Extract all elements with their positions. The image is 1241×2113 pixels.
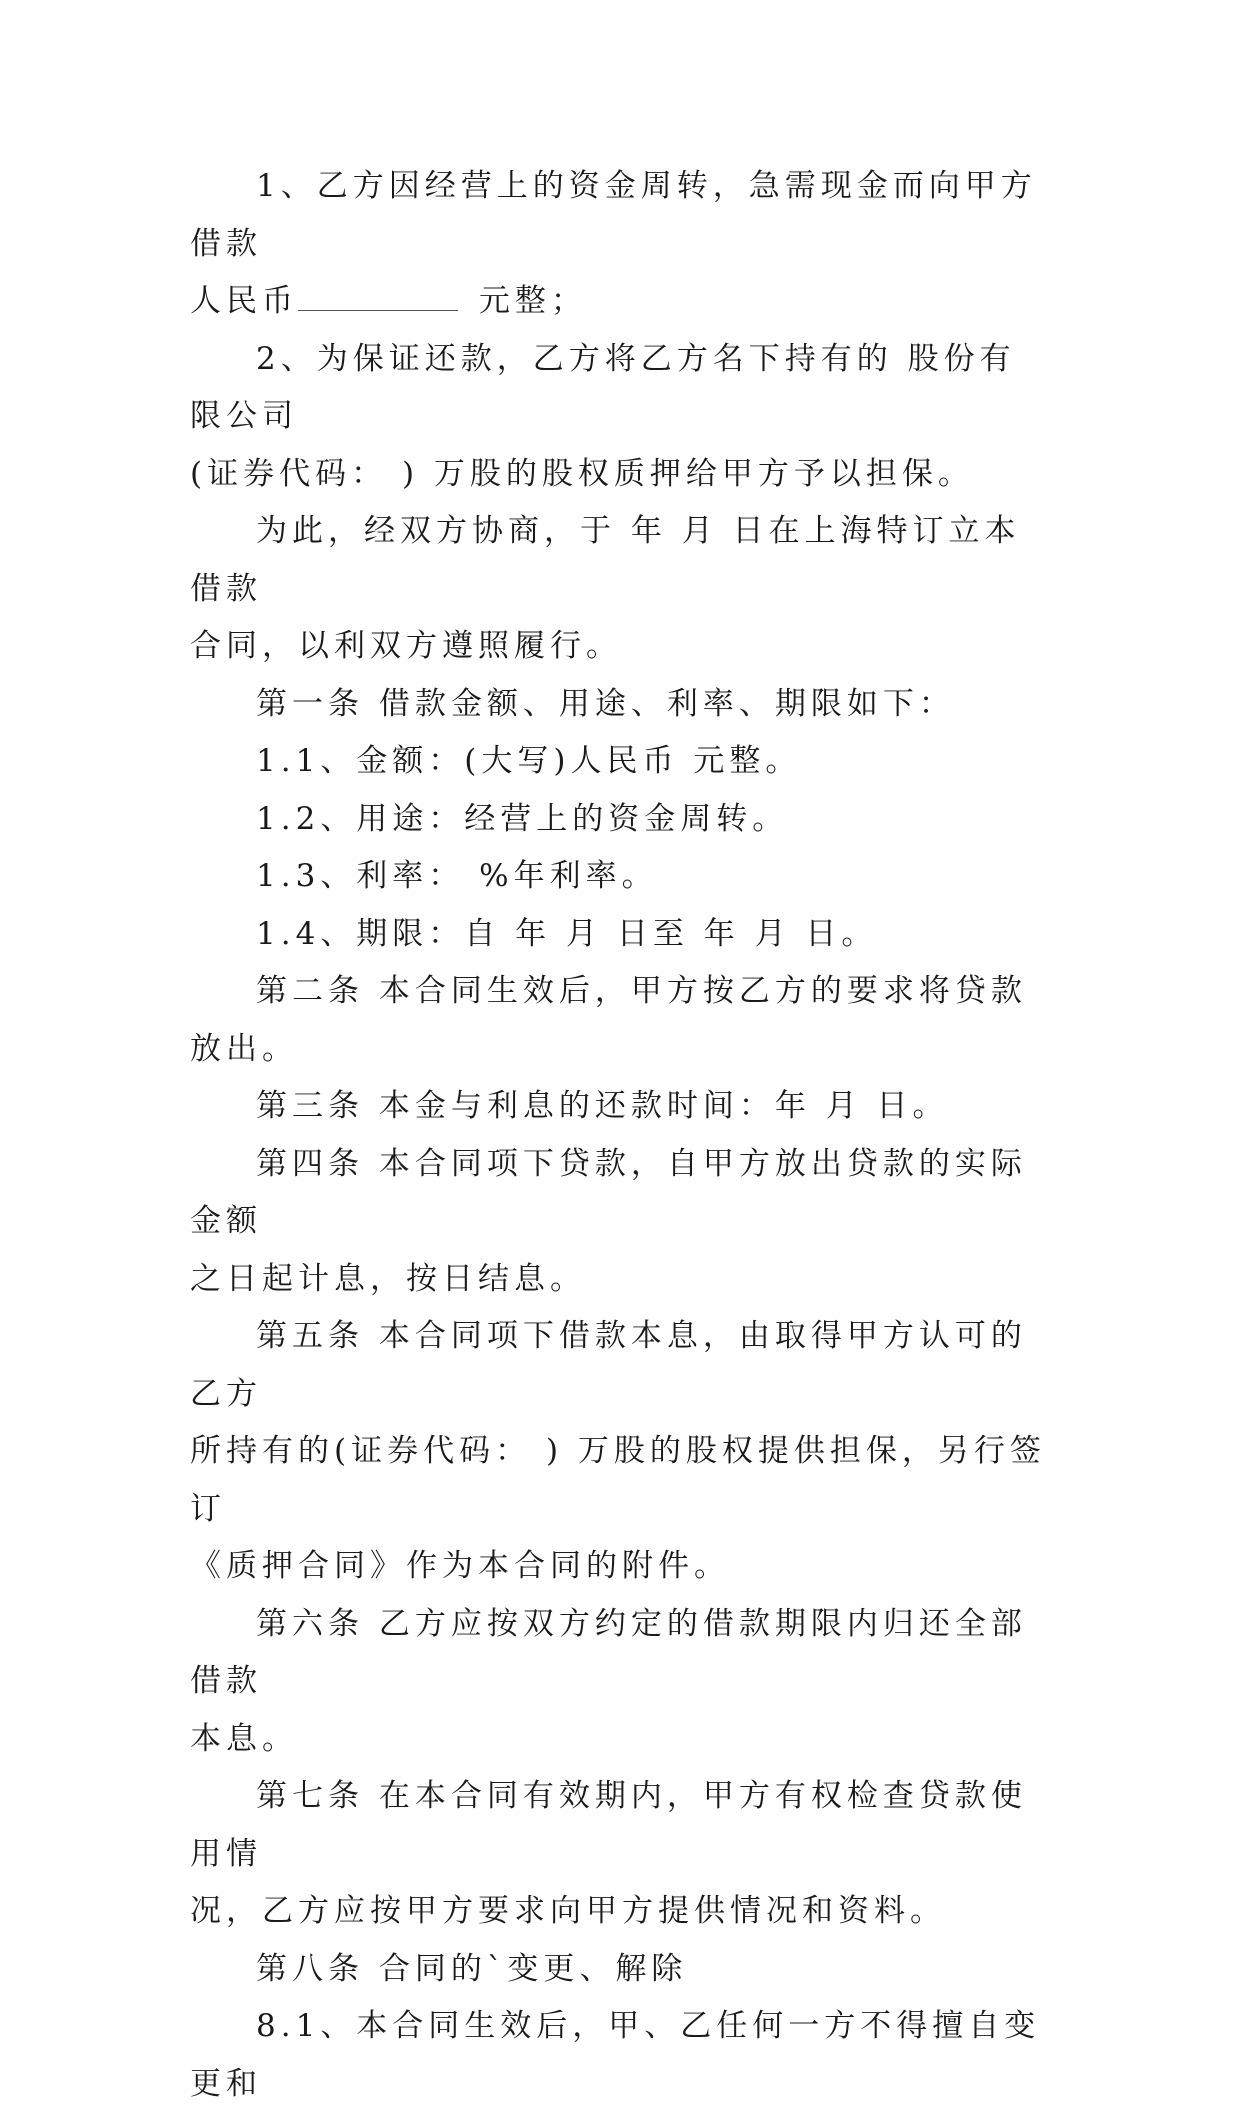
text-line: 第六条 乙方应按双方约定的借款期限内归还全部借款 bbox=[190, 1605, 1027, 1699]
text-line: 合同，以利双方遵照履行。 bbox=[190, 628, 622, 664]
paragraph-purpose-cont bbox=[190, 618, 1050, 676]
text-line: 所持有的(证券代码： ) 万股的股权提供担保，另行签订 bbox=[190, 1433, 1046, 1527]
text-line: 1、乙方因经营上的资金周转，急需现金而向甲方借款 bbox=[190, 168, 1037, 262]
article-5-cont-2 bbox=[190, 1538, 1050, 1596]
article-4-cont bbox=[190, 1251, 1050, 1309]
text-line: 第四条 本合同项下贷款，自甲方放出贷款的实际金额 bbox=[190, 1145, 1027, 1239]
amount-blank bbox=[298, 284, 458, 311]
text-line: 人民币 bbox=[190, 283, 298, 319]
text-line: (证券代码： ) 万股的股权质押给甲方予以担保。 bbox=[190, 455, 974, 492]
text-line: 元整； bbox=[464, 283, 587, 319]
contract-body bbox=[190, 158, 1050, 2113]
article-5-cont bbox=[190, 1423, 1050, 1538]
article-7 bbox=[190, 1768, 1050, 1883]
text-line: 第七条 在本合同有效期内，甲方有权检查贷款使用情 bbox=[190, 1778, 1027, 1872]
text-line: 第五条 本合同项下借款本息，由取得甲方认可的乙方 bbox=[190, 1318, 1027, 1412]
article-1 bbox=[190, 676, 1050, 734]
article-1-4 bbox=[190, 906, 1050, 964]
article-4 bbox=[190, 1136, 1050, 1251]
article-3 bbox=[190, 1078, 1050, 1136]
paragraph-loan-request bbox=[190, 158, 1050, 273]
article-2 bbox=[190, 963, 1050, 1078]
paragraph-pledge bbox=[190, 331, 1050, 446]
article-7-cont bbox=[190, 1883, 1050, 1941]
text-line: 1.4、期限：自 年 月 日至 年 月 日。 bbox=[256, 915, 878, 952]
text-line: 第二条 本合同生效后，甲方按乙方的要求将贷款放出。 bbox=[190, 973, 1027, 1067]
paragraph-pledge-cont bbox=[190, 446, 1050, 504]
text-line: 8.1、本合同生效后，甲、乙任何一方不得擅自变更和 bbox=[190, 2008, 1041, 2102]
article-1-3 bbox=[190, 848, 1050, 906]
text-line: 2、为保证还款，乙方将乙方名下持有的 股份有限公司 bbox=[190, 340, 1016, 434]
article-8 bbox=[190, 1941, 1050, 1999]
text-line: 1.3、利率： %年利率。 bbox=[256, 858, 658, 894]
text-line: 况，乙方应按甲方要求向甲方提供情况和资料。 bbox=[190, 1893, 946, 1929]
text-line: 1.1、金额：(大写)人民币 元整。 bbox=[256, 743, 802, 779]
text-line: 1.2、用途：经营上的资金周转。 bbox=[256, 800, 789, 837]
text-line: 第一条 借款金额、用途、利率、期限如下： bbox=[256, 685, 955, 722]
article-1-1 bbox=[190, 733, 1050, 791]
article-1-2 bbox=[190, 791, 1050, 849]
article-5 bbox=[190, 1308, 1050, 1423]
text-line: 本息。 bbox=[190, 1720, 298, 1757]
text-line: 第三条 本金与利息的还款时间：年 月 日。 bbox=[256, 1088, 949, 1124]
paragraph-loan-amount-line bbox=[190, 273, 1050, 331]
text-line: 《质押合同》作为本合同的附件。 bbox=[190, 1548, 730, 1584]
article-6 bbox=[190, 1596, 1050, 1711]
article-8-1 bbox=[190, 1998, 1050, 2113]
text-line: 为此，经双方协商，于 年 月 日在上海特订立本借款 bbox=[190, 513, 1021, 607]
article-6-cont bbox=[190, 1711, 1050, 1769]
text-line: 第八条 合同的`变更、解除 bbox=[256, 1950, 688, 1987]
text-line: 之日起计息，按日结息。 bbox=[190, 1260, 586, 1297]
paragraph-purpose bbox=[190, 503, 1050, 618]
